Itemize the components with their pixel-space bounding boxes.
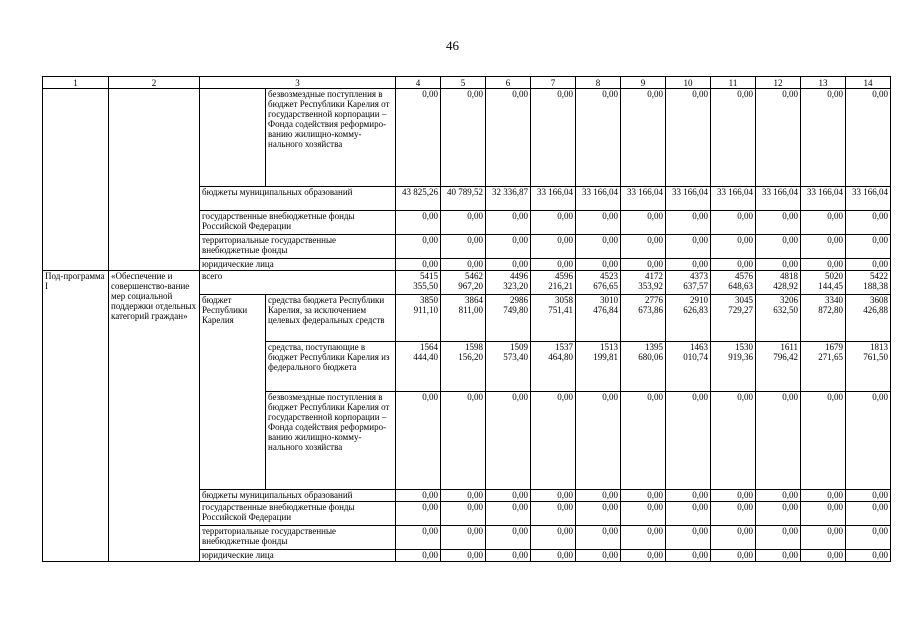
value-cell: 4596 216,21 xyxy=(531,271,576,295)
value-cell: 33 166,04 xyxy=(801,187,846,211)
cell-source: государственные внебюджетные фонды Российской Федерации xyxy=(200,502,396,526)
value-cell: 0,00 xyxy=(441,211,486,235)
value-cell: 0,00 xyxy=(666,89,711,187)
value-cell: 5422 188,38 xyxy=(846,271,891,295)
cell-source: юридические лица xyxy=(200,550,396,562)
value-cell: 3850 911,10 xyxy=(396,295,441,342)
value-cell: 43 825,26 xyxy=(396,187,441,211)
value-cell: 0,00 xyxy=(756,89,801,187)
value-cell: 0,00 xyxy=(531,502,576,526)
value-cell: 1509 573,40 xyxy=(486,342,531,392)
header-cell: 2 xyxy=(109,77,200,89)
header-cell: 6 xyxy=(486,77,531,89)
value-cell: 0,00 xyxy=(621,550,666,562)
value-cell: 1395 680,06 xyxy=(621,342,666,392)
value-cell: 0,00 xyxy=(486,211,531,235)
value-cell: 0,00 xyxy=(576,392,621,490)
cell-col1 xyxy=(43,89,109,271)
value-cell: 4172 353,92 xyxy=(621,271,666,295)
value-cell: 2986 749,80 xyxy=(486,295,531,342)
value-cell: 0,00 xyxy=(711,502,756,526)
value-cell: 5415 355,50 xyxy=(396,271,441,295)
value-cell: 0,00 xyxy=(531,550,576,562)
subprogram-name: Под-программа I xyxy=(43,271,109,562)
value-cell: 5462 967,20 xyxy=(441,271,486,295)
header-cell: 11 xyxy=(711,77,756,89)
value-cell: 1513 199,81 xyxy=(576,342,621,392)
value-cell: 0,00 xyxy=(711,89,756,187)
header-cell: 3 xyxy=(200,77,396,89)
value-cell: 0,00 xyxy=(396,259,441,271)
value-cell: 0,00 xyxy=(576,235,621,259)
value-cell: 0,00 xyxy=(441,550,486,562)
value-cell: 0,00 xyxy=(396,550,441,562)
value-cell: 0,00 xyxy=(396,392,441,490)
value-cell: 0,00 xyxy=(531,89,576,187)
value-cell: 0,00 xyxy=(846,235,891,259)
value-cell: 40 789,52 xyxy=(441,187,486,211)
header-cell: 12 xyxy=(756,77,801,89)
value-cell: 33 166,04 xyxy=(576,187,621,211)
value-cell: 0,00 xyxy=(666,392,711,490)
cell-source: юридические лица xyxy=(200,259,396,271)
cell-source-group: бюджет Республики Карелия xyxy=(200,295,266,490)
value-cell: 0,00 xyxy=(576,211,621,235)
cell-source: бюджеты муниципальных образований xyxy=(200,490,396,502)
value-cell: 0,00 xyxy=(711,550,756,562)
value-cell: 0,00 xyxy=(756,550,801,562)
header-cell: 5 xyxy=(441,77,486,89)
value-cell: 0,00 xyxy=(396,526,441,550)
value-cell: 0,00 xyxy=(531,526,576,550)
header-cell: 9 xyxy=(621,77,666,89)
value-cell: 0,00 xyxy=(666,550,711,562)
value-cell: 0,00 xyxy=(621,211,666,235)
value-cell: 0,00 xyxy=(756,235,801,259)
cell-source-detail: средства бюджета Республики Карелия, за исключением целевых федеральных средств xyxy=(266,295,396,342)
value-cell: 0,00 xyxy=(621,259,666,271)
value-cell: 0,00 xyxy=(756,526,801,550)
value-cell: 0,00 xyxy=(846,392,891,490)
value-cell: 4576 648,63 xyxy=(711,271,756,295)
value-cell: 0,00 xyxy=(801,89,846,187)
value-cell: 3045 729,27 xyxy=(711,295,756,342)
value-cell: 3340 872,80 xyxy=(801,295,846,342)
value-cell: 0,00 xyxy=(486,89,531,187)
value-cell: 4818 428,92 xyxy=(756,271,801,295)
value-cell: 0,00 xyxy=(801,490,846,502)
value-cell: 0,00 xyxy=(711,211,756,235)
value-cell: 0,00 xyxy=(486,259,531,271)
cell-col2 xyxy=(109,89,200,271)
value-cell: 2910 626,83 xyxy=(666,295,711,342)
header-cell: 4 xyxy=(396,77,441,89)
value-cell: 0,00 xyxy=(531,259,576,271)
value-cell: 5020 144,45 xyxy=(801,271,846,295)
value-cell: 33 166,04 xyxy=(756,187,801,211)
value-cell: 0,00 xyxy=(396,502,441,526)
header-cell: 1 xyxy=(43,77,109,89)
value-cell: 0,00 xyxy=(801,502,846,526)
value-cell: 0,00 xyxy=(441,502,486,526)
value-cell: 1564 444,40 xyxy=(396,342,441,392)
value-cell: 0,00 xyxy=(621,89,666,187)
value-cell: 4496 323,20 xyxy=(486,271,531,295)
value-cell: 0,00 xyxy=(621,235,666,259)
value-cell: 1537 464,80 xyxy=(531,342,576,392)
value-cell: 0,00 xyxy=(576,490,621,502)
value-cell: 0,00 xyxy=(756,211,801,235)
value-cell: 0,00 xyxy=(801,392,846,490)
value-cell: 0,00 xyxy=(711,526,756,550)
value-cell: 33 166,04 xyxy=(666,187,711,211)
value-cell: 0,00 xyxy=(621,502,666,526)
value-cell: 0,00 xyxy=(441,526,486,550)
value-cell: 33 166,04 xyxy=(621,187,666,211)
value-cell: 0,00 xyxy=(846,89,891,187)
value-cell: 3206 632,50 xyxy=(756,295,801,342)
value-cell: 1598 156,20 xyxy=(441,342,486,392)
cell-source: территориальные государственные внебюджетные фонды xyxy=(200,235,396,259)
cell-source: всего xyxy=(200,271,396,295)
value-cell: 0,00 xyxy=(756,259,801,271)
value-cell: 0,00 xyxy=(576,259,621,271)
value-cell: 0,00 xyxy=(531,490,576,502)
value-cell: 0,00 xyxy=(441,259,486,271)
value-cell: 0,00 xyxy=(801,550,846,562)
value-cell: 3608 426,88 xyxy=(846,295,891,342)
value-cell: 0,00 xyxy=(486,550,531,562)
cell-source-detail: безвозмездные поступления в бюджет Республики Карелия от государственной корпорации – Фонда содействия реформиро-ванию жилищно-комму-нального хозяйства xyxy=(266,392,396,490)
value-cell: 32 336,87 xyxy=(486,187,531,211)
value-cell: 0,00 xyxy=(711,490,756,502)
value-cell: 1679 271,65 xyxy=(801,342,846,392)
header-cell: 7 xyxy=(531,77,576,89)
value-cell: 0,00 xyxy=(711,235,756,259)
value-cell: 0,00 xyxy=(531,392,576,490)
cell-source-detail: безвозмездные поступления в бюджет Республики Карелия от государственной корпорации – Фонда содействия реформиро-ванию жилищно-комму-нального хозяйства xyxy=(266,89,396,187)
value-cell: 0,00 xyxy=(846,259,891,271)
value-cell: 0,00 xyxy=(396,490,441,502)
cell-source-detail: средства, поступающие в бюджет Республики Карелия из федерального бюджета xyxy=(266,342,396,392)
value-cell: 4523 676,65 xyxy=(576,271,621,295)
value-cell: 1463 010,74 xyxy=(666,342,711,392)
value-cell: 0,00 xyxy=(801,259,846,271)
subprogram-title: «Обеспечение и совершенство-вание мер социальной поддержки отдельных категорий граждан» xyxy=(109,271,200,562)
value-cell: 1813 761,50 xyxy=(846,342,891,392)
value-cell: 0,00 xyxy=(486,490,531,502)
value-cell: 0,00 xyxy=(441,235,486,259)
value-cell: 0,00 xyxy=(531,235,576,259)
value-cell: 0,00 xyxy=(801,211,846,235)
value-cell: 1530 919,36 xyxy=(711,342,756,392)
value-cell: 0,00 xyxy=(441,490,486,502)
value-cell: 0,00 xyxy=(396,89,441,187)
value-cell: 1611 796,42 xyxy=(756,342,801,392)
value-cell: 3010 476,84 xyxy=(576,295,621,342)
value-cell: 0,00 xyxy=(846,550,891,562)
value-cell: 4373 637,57 xyxy=(666,271,711,295)
value-cell: 0,00 xyxy=(396,211,441,235)
value-cell: 0,00 xyxy=(666,259,711,271)
value-cell: 0,00 xyxy=(621,392,666,490)
value-cell: 0,00 xyxy=(441,89,486,187)
value-cell: 0,00 xyxy=(666,526,711,550)
cell-source: территориальные государственные внебюджетные фонды xyxy=(200,526,396,550)
value-cell: 33 166,04 xyxy=(531,187,576,211)
value-cell: 0,00 xyxy=(576,502,621,526)
table-row xyxy=(43,271,891,295)
value-cell: 0,00 xyxy=(441,392,486,490)
header-row xyxy=(43,77,891,89)
value-cell: 0,00 xyxy=(801,235,846,259)
value-cell: 33 166,04 xyxy=(711,187,756,211)
value-cell: 0,00 xyxy=(756,392,801,490)
value-cell: 0,00 xyxy=(846,211,891,235)
value-cell: 0,00 xyxy=(801,526,846,550)
header-cell: 13 xyxy=(801,77,846,89)
value-cell: 0,00 xyxy=(666,490,711,502)
cell-source: государственные внебюджетные фонды Российской Федерации xyxy=(200,211,396,235)
value-cell: 0,00 xyxy=(486,526,531,550)
value-cell: 0,00 xyxy=(666,211,711,235)
value-cell: 0,00 xyxy=(486,502,531,526)
value-cell: 3058 751,41 xyxy=(531,295,576,342)
header-cell: 14 xyxy=(846,77,891,89)
value-cell: 0,00 xyxy=(576,550,621,562)
value-cell: 0,00 xyxy=(576,526,621,550)
table-row xyxy=(43,89,891,187)
value-cell: 0,00 xyxy=(621,526,666,550)
cell-source: бюджеты муниципальных образований xyxy=(200,187,396,211)
value-cell: 0,00 xyxy=(711,392,756,490)
value-cell: 2776 673,86 xyxy=(621,295,666,342)
header-cell: 10 xyxy=(666,77,711,89)
value-cell: 0,00 xyxy=(576,89,621,187)
value-cell: 0,00 xyxy=(846,526,891,550)
value-cell: 0,00 xyxy=(711,259,756,271)
value-cell: 0,00 xyxy=(396,235,441,259)
cell-source-group xyxy=(200,89,266,187)
value-cell: 0,00 xyxy=(756,502,801,526)
value-cell: 0,00 xyxy=(756,490,801,502)
value-cell: 0,00 xyxy=(486,392,531,490)
value-cell: 0,00 xyxy=(666,502,711,526)
value-cell: 0,00 xyxy=(846,490,891,502)
value-cell: 0,00 xyxy=(486,235,531,259)
page-number: 46 xyxy=(446,38,459,53)
value-cell: 0,00 xyxy=(666,235,711,259)
value-cell: 33 166,04 xyxy=(846,187,891,211)
header-cell: 8 xyxy=(576,77,621,89)
value-cell: 0,00 xyxy=(531,211,576,235)
value-cell: 0,00 xyxy=(621,490,666,502)
value-cell: 0,00 xyxy=(846,502,891,526)
value-cell: 3864 811,00 xyxy=(441,295,486,342)
budget-table xyxy=(42,76,891,562)
